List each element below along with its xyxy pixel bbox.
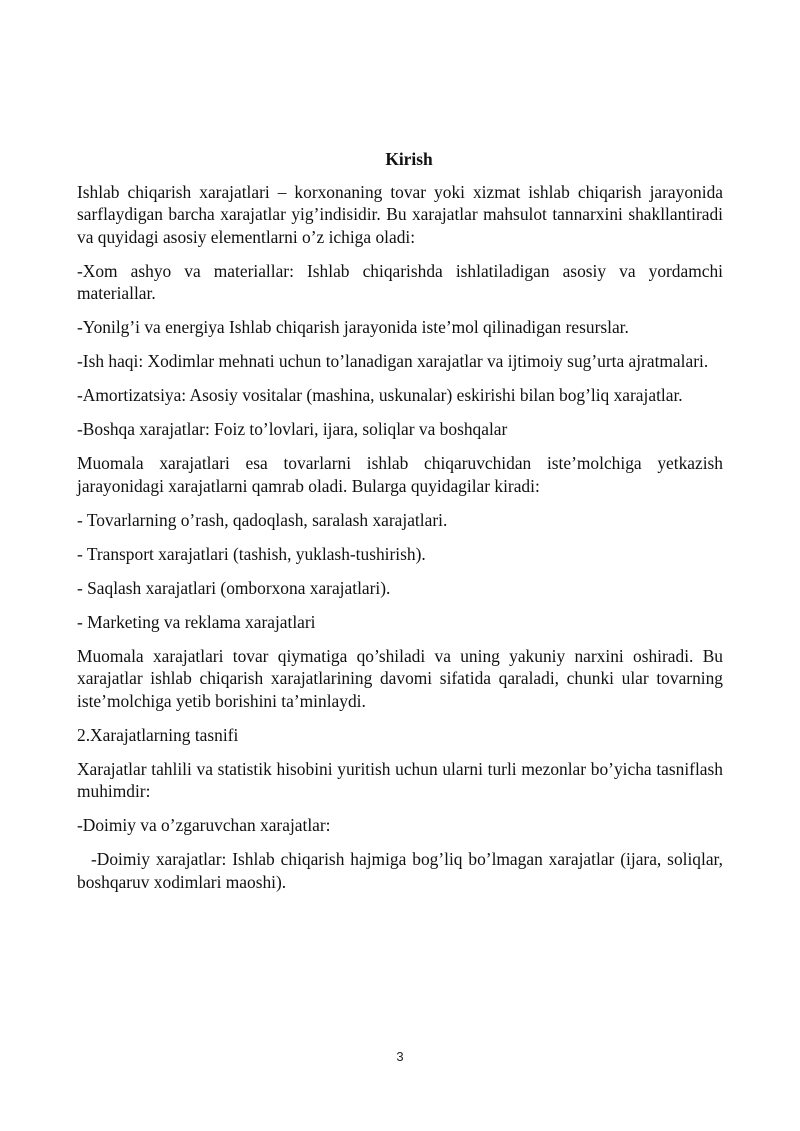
list-item-transport: - Transport xarajatlari (tashish, yuklash-tushirish). xyxy=(77,543,426,564)
list-item-wages: -Ish haqi: Xodimlar mehnati uchun to’lanadigan xarajatlar va ijtimoiy sug’urta ajratmalari. xyxy=(77,351,709,371)
classification-paragraph: Xarajatlar tahlili va statistik hisobini yuritish uchun ularni turli mezonlar bo’yicha tasniflash muhimdir: xyxy=(77,758,723,801)
list-item-packaging: - Tovarlarning o’rash, qadoqlash, saralash xarajatlari. xyxy=(77,509,448,530)
list-item-fixed-variable: -Doimiy va o’zgaruvchan xarajatlar: xyxy=(77,815,331,835)
list-item-storage: - Saqlash xarajatlari (omborxona xarajatlari). xyxy=(77,577,391,598)
list-item-fixed-costs: -Doimiy xarajatlar: Ishlab chiqarish hajmiga bog’liq bo’lmagan xarajatlar (ijara, soliqlar, boshqaruv xodimlari maoshi). xyxy=(77,849,723,892)
list-item-other-costs: -Boshqa xarajatlar: Foiz to’lovlari, ijara, soliqlar va boshqalar xyxy=(77,419,508,439)
circulation-costs-paragraph: Muomala xarajatlari esa tovarlarni ishlab chiqaruvchidan iste’molchiga yetkazish jarayonidagi xarajatlarni qamrab oladi. Bularga quyidagilar kiradi: xyxy=(77,453,723,496)
page-title: Kirish xyxy=(385,149,433,169)
page-number: 3 xyxy=(396,1049,404,1064)
page-body xyxy=(77,148,723,905)
circulation-costs-summary: Muomala xarajatlari tovar qiymatiga qo’shiladi va uning yakuniy narxini oshiradi. Bu xarajatlar ishlab chiqarish xarajatlarining davomi sifatida qaraladi, chunki ular tovarning iste’molchiga yetib borishini ta’minlaydi. xyxy=(77,645,723,711)
list-item-marketing: - Marketing va reklama xarajatlari xyxy=(77,611,316,632)
section-heading: 2.Xarajatlarning tasnifi xyxy=(77,724,239,745)
list-item-fuel-energy: -Yonilg’i va energiya Ishlab chiqarish jarayonida iste’mol qilinadigan resurslar. xyxy=(77,317,629,337)
list-item-amortization: -Amortizatsiya: Asosiy vositalar (mashina, uskunalar) eskirishi bilan bog’liq xarajatlar. xyxy=(77,385,683,405)
intro-paragraph: Ishlab chiqarish xarajatlari – korxonaning tovar yoki xizmat ishlab chiqarish jarayonida sarflaydigan barcha xarajatlar yig’indisidir. Bu xarajatlar mahsulot tannarxini shakllantiradi va quyidagi asosiy elementlarni o’z ichiga oladi: xyxy=(77,181,723,247)
list-item-raw-materials: -Xom ashyo va materiallar: Ishlab chiqarishda ishlatiladigan asosiy va yordamchi materiallar. xyxy=(77,260,723,303)
